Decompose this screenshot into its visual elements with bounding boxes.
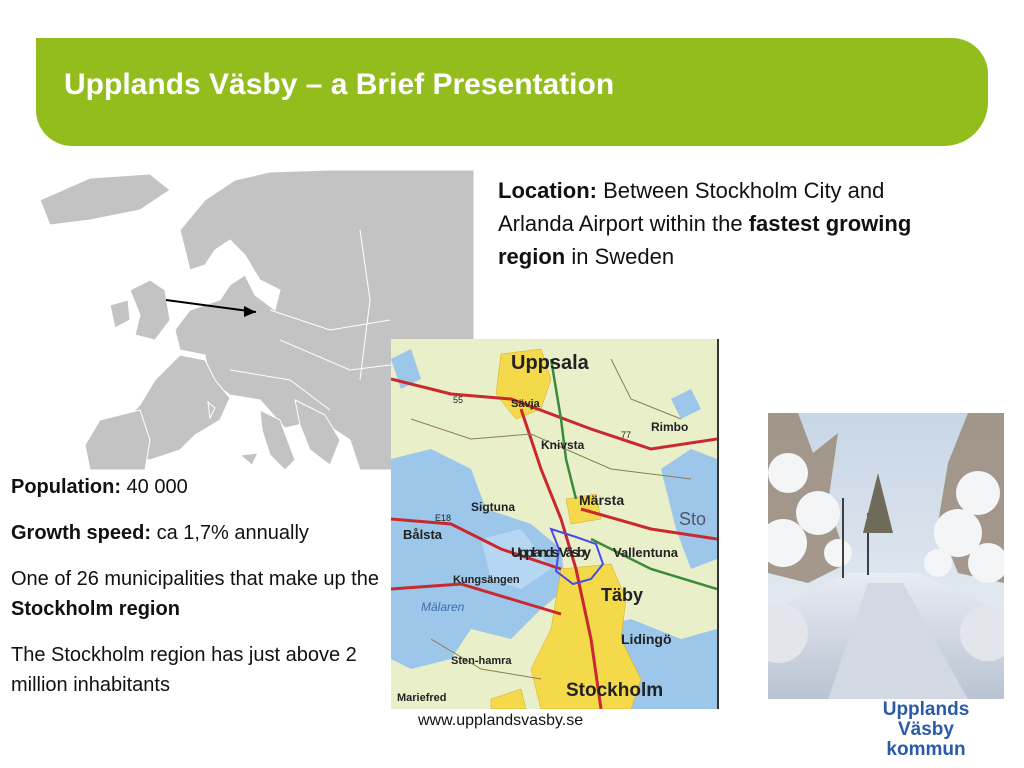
growth-line xyxy=(11,518,391,548)
page-title: Upplands Väsby – a Brief Presentation xyxy=(64,68,615,101)
map-label-knivsta: Knivsta xyxy=(541,438,585,452)
map-label-mariefred: Mariefred xyxy=(397,692,447,704)
map-label-balsta: Bålsta xyxy=(403,527,443,542)
logo-line2: kommun xyxy=(886,739,966,760)
population-line xyxy=(11,472,391,502)
map-label-taby: Täby xyxy=(601,585,644,605)
growth-label: Growth speed: xyxy=(11,522,152,544)
map-label-road-e18: E18 xyxy=(435,513,452,523)
winter-path-photo xyxy=(768,413,1004,699)
logo-line1: Upplands Väsby xyxy=(882,699,970,740)
road-map xyxy=(391,339,719,709)
map-label-sigtuna: Sigtuna xyxy=(471,500,515,514)
region-line xyxy=(11,640,391,700)
municipalities-line xyxy=(11,564,391,624)
map-label-kungsangen: Kungsängen xyxy=(453,574,520,586)
location-label: Location: xyxy=(498,178,597,203)
location-bold: fastest growing region xyxy=(498,211,912,269)
growth-value: ca 1,7% annually xyxy=(156,522,309,544)
map-label-savja: Sävja xyxy=(511,398,540,410)
map-label-road-55: 55 xyxy=(453,395,464,405)
map-label-uppsala: Uppsala xyxy=(511,352,589,374)
website-url: www.upplandsvasby.se xyxy=(418,712,584,729)
map-label-vallentuna: Vallentuna xyxy=(613,545,679,560)
map-label-stockholm: Stockholm xyxy=(566,680,664,701)
map-label-marsta: Märsta xyxy=(579,492,625,508)
location-text-after: in Sweden xyxy=(571,244,675,269)
municipality-logo xyxy=(856,700,996,760)
municipalities-bold: Stockholm region xyxy=(11,598,180,620)
map-label-rimbo: Rimbo xyxy=(651,420,689,434)
map-label-lidingo: Lidingö xyxy=(621,631,672,647)
map-label-road-77: 77 xyxy=(621,430,632,440)
stats-block xyxy=(11,472,391,716)
map-label-malaren: Mälaren xyxy=(421,600,465,614)
map-label-upplands-vasby: Upplands Väsby xyxy=(511,544,591,560)
municipalities-text: One of 26 municipalities that make up the xyxy=(11,568,379,590)
location-text: Between Stockholm City and Arlanda Airport within the xyxy=(498,178,885,236)
map-label-stenhamra: Sten-hamra xyxy=(451,655,512,667)
location-paragraph xyxy=(498,174,958,273)
map-label-sto: Sto xyxy=(679,509,707,529)
population-label: Population: xyxy=(11,476,121,498)
region-text: The Stockholm region has just above 2 million inhabitants xyxy=(11,644,357,696)
population-value: 40 000 xyxy=(126,476,188,498)
